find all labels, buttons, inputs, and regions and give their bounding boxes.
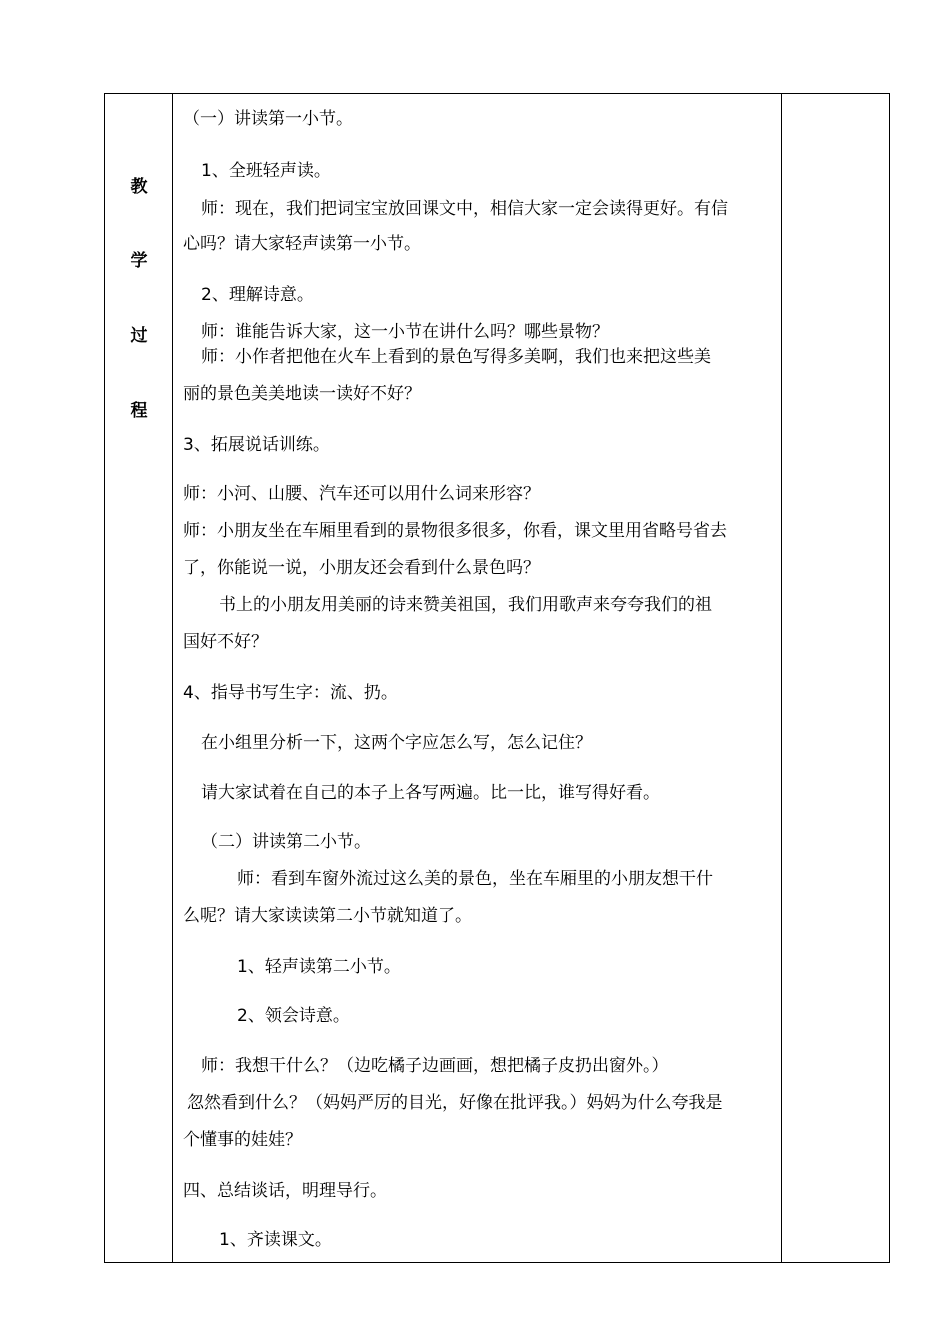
section-heading: （一）讲读第一小节。 — [183, 109, 353, 129]
section-heading: （二）讲读第二小节。 — [201, 832, 371, 852]
text-line: 么呢？请大家读读第二小节就知道了。 — [183, 906, 472, 926]
text-line: 丽的景色美美地读一读好不好？ — [183, 384, 421, 404]
text-line: 师：谁能告诉大家，这一小节在讲什么吗？哪些景物？ — [201, 322, 609, 342]
text-line: 师：现在，我们把词宝宝放回课文中，相信大家一定会读得更好。有信 — [201, 199, 728, 219]
notes-column — [781, 94, 889, 1262]
text-line: 师：小朋友坐在车厢里看到的景物很多很多，你看，课文里用省略号省去 — [183, 521, 727, 541]
text-line: 忽然看到什么？（妈妈严厉的目光，好像在批评我。）妈妈为什么夸我是 — [187, 1093, 723, 1113]
step-heading: 4、指导书写生字：流、扔。 — [183, 683, 398, 703]
text-line: 师：看到车窗外流过这么美的景色，坐在车厢里的小朋友想干什 — [237, 869, 713, 889]
row-label-char: 过 — [130, 326, 148, 346]
step-heading: 2、理解诗意。 — [201, 285, 314, 305]
row-label-char: 程 — [130, 401, 148, 421]
text-line: 请大家试着在自己的本子上各写两遍。比一比，谁写得好看。 — [201, 783, 660, 803]
text-line: 了，你能说一说，小朋友还会看到什么景色吗？ — [183, 558, 540, 578]
section-heading: 四、总结谈话，明理导行。 — [183, 1181, 387, 1201]
step-heading: 3、拓展说话训练。 — [183, 435, 330, 455]
step-heading: 1、全班轻声读。 — [201, 161, 331, 181]
text-line: 师：小河、山腰、汽车还可以用什么词来形容？ — [183, 484, 540, 504]
step-heading: 1、轻声读第二小节。 — [237, 957, 401, 977]
text-line: 国好不好？ — [183, 632, 268, 652]
text-line: 书上的小朋友用美丽的诗来赞美祖国，我们用歌声来夸夸我们的祖 — [219, 595, 712, 615]
text-line: 师：小作者把他在火车上看到的景色写得多美啊，我们也来把这些美 — [201, 347, 711, 367]
step-heading: 2、领会诗意。 — [237, 1006, 350, 1026]
text-line: 个懂事的娃娃？ — [183, 1130, 302, 1150]
text-line: 心吗？请大家轻声读第一小节。 — [183, 234, 421, 254]
text-line: 在小组里分析一下，这两个字应怎么写，怎么记住？ — [201, 733, 592, 753]
lesson-table — [104, 93, 890, 1263]
row-label-char: 教 — [130, 177, 148, 197]
text-line: 师：我想干什么？（边吃橘子边画画，想把橘子皮扔出窗外。） — [201, 1056, 669, 1076]
row-label-char: 学 — [130, 251, 148, 271]
row-label-column — [105, 94, 173, 1262]
step-heading: 1、齐读课文。 — [219, 1230, 332, 1250]
